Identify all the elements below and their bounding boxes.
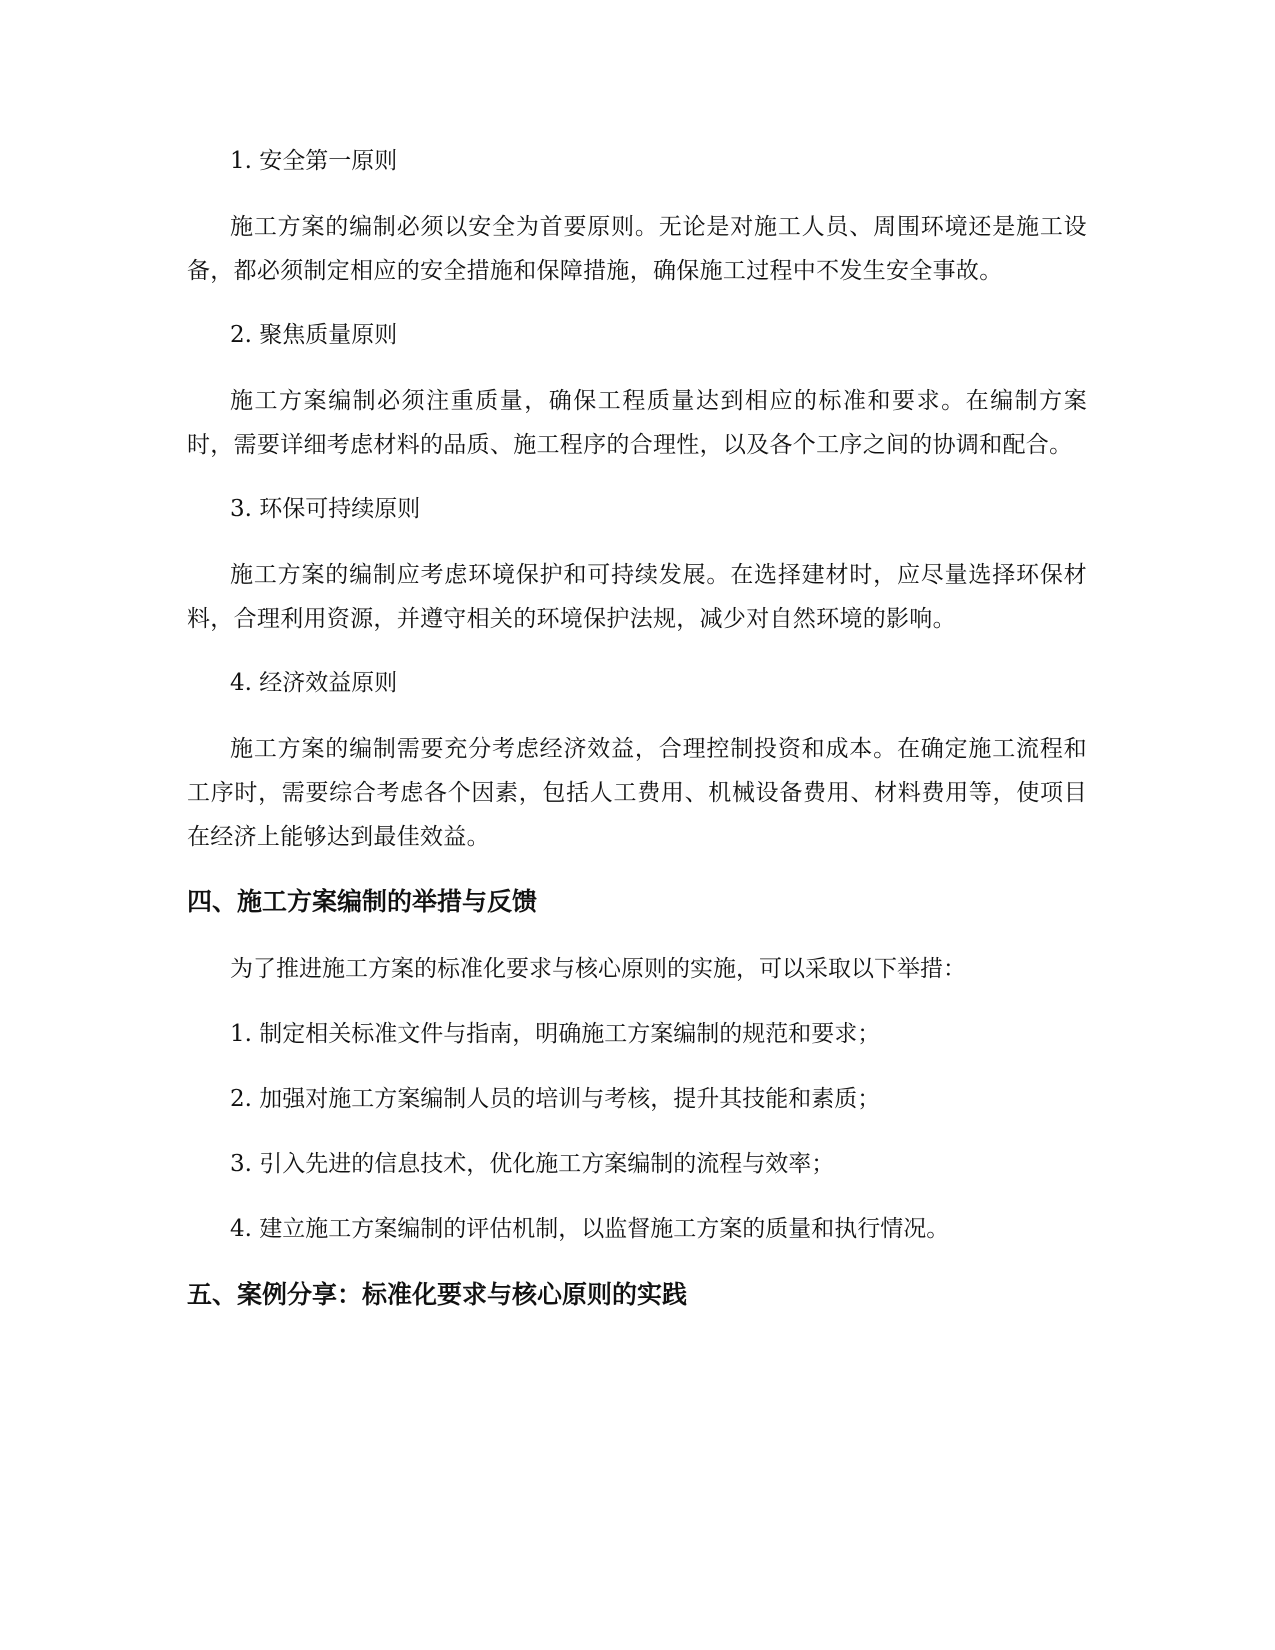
principle-title: 4. 经济效益原则: [230, 670, 398, 696]
principle-title: 1. 安全第一原则: [230, 148, 398, 174]
principle-paragraph: 施工方案的编制必须以安全为首要原则。无论是对施工人员、周围环境还是施工设备，都必须制定相应的安全措施和保障措施，确保施工过程中不发生安全事故。: [187, 214, 1087, 284]
measure-item: 3. 引入先进的信息技术，优化施工方案编制的流程与效率；: [230, 1151, 835, 1177]
section-heading: 五、案例分享：标准化要求与核心原则的实践: [187, 1280, 688, 1309]
principle-paragraph: 施工方案的编制应考虑环境保护和可持续发展。在选择建材时，应尽量选择环保材料，合理利用资源，并遵守相关的环境保护法规，减少对自然环境的影响。: [187, 562, 1087, 632]
principle-paragraph: 施工方案的编制需要充分考虑经济效益，合理控制投资和成本。在确定施工流程和工序时，需要综合考虑各个因素，包括人工费用、机械设备费用、材料费用等，使项目在经济上能够达到最佳效益。: [187, 736, 1087, 850]
measure-item: 4. 建立施工方案编制的评估机制，以监督施工方案的质量和执行情况。: [230, 1216, 950, 1242]
measure-item: 2. 加强对施工方案编制人员的培训与考核，提升其技能和素质；: [230, 1086, 881, 1112]
section-intro: 为了推进施工方案的标准化要求与核心原则的实施，可以采取以下举措：: [230, 956, 966, 982]
measure-item: 1. 制定相关标准文件与指南，明确施工方案编制的规范和要求；: [230, 1021, 881, 1047]
principle-title: 2. 聚焦质量原则: [230, 322, 398, 348]
principle-paragraph: 施工方案编制必须注重质量，确保工程质量达到相应的标准和要求。在编制方案时，需要详细考虑材料的品质、施工程序的合理性，以及各个工序之间的协调和配合。: [187, 388, 1087, 458]
document-body: [187, 140, 1087, 1341]
principle-title: 3. 环保可持续原则: [230, 496, 421, 522]
section-heading: 四、施工方案编制的举措与反馈: [187, 887, 538, 916]
